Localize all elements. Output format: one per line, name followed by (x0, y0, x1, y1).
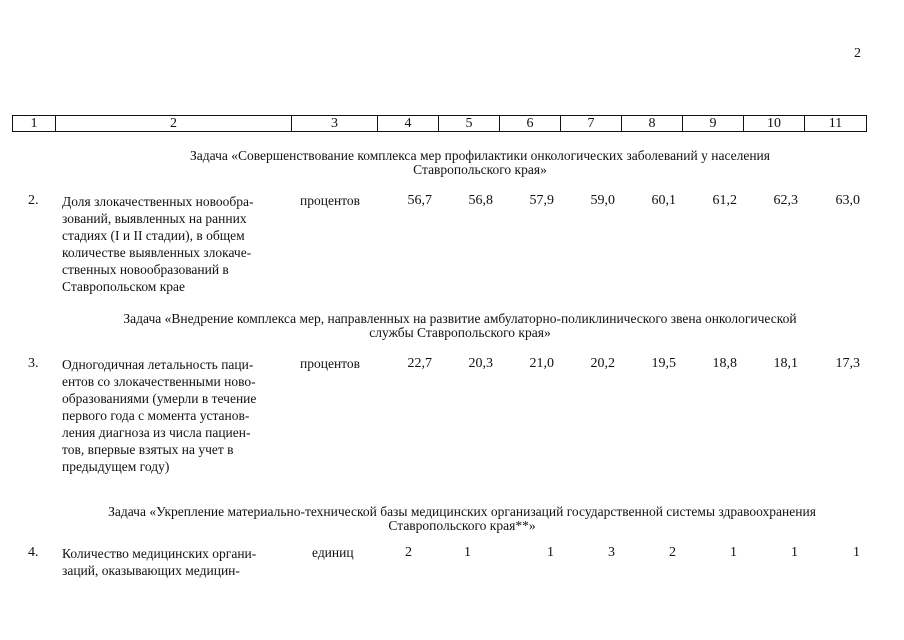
value-cell: 56,7 (407, 193, 432, 208)
value-cell: 17,3 (835, 356, 860, 371)
indicator-label (62, 356, 287, 475)
label-line: Одногодичная летальность паци- (62, 357, 254, 372)
task-heading-line: Задача «Совершенствование комплекса мер профилактики онкологических заболеваний у населения (190, 148, 770, 163)
header-cell: 4 (378, 116, 439, 132)
value-cell: 61,2 (712, 193, 737, 208)
label-line: количестве выявленных злокаче- (62, 245, 252, 260)
value-cell: 60,1 (651, 193, 676, 208)
label-line: заций, оказывающих медицин- (62, 563, 240, 578)
value-cell: 62,3 (773, 193, 798, 208)
value-cell: 1 (791, 545, 798, 560)
label-line: стадиях (I и II стадии), в общем (62, 228, 245, 243)
page-number: 2 (854, 46, 861, 61)
label-line: зований, выявленных на ранних (62, 211, 247, 226)
task-heading (100, 149, 860, 177)
header-cell: 10 (744, 116, 805, 132)
label-line: образованиями (умерли в течение (62, 391, 257, 406)
header-cell: 11 (805, 116, 867, 132)
value-cell: 20,2 (590, 356, 615, 371)
label-line: ентов со злокачественными ново- (62, 374, 256, 389)
value-cell: 57,9 (529, 193, 554, 208)
header-cell: 6 (500, 116, 561, 132)
unit-cell: процентов (300, 193, 361, 208)
value-cell: 3 (608, 545, 615, 560)
header-cell: 9 (683, 116, 744, 132)
label-line: ления диагноза из числа пациен- (62, 425, 251, 440)
row-number: 3. (28, 356, 39, 371)
value-cell: 1 (547, 545, 554, 560)
indicator-label (62, 193, 287, 295)
label-line: первого года с момента установ- (62, 408, 250, 423)
task-heading-line: Задача «Укрепление материально-технической базы медицинских организаций государственной системы здравоохранения (108, 504, 816, 519)
value-cell: 18,1 (773, 356, 798, 371)
row-number: 4. (28, 545, 39, 560)
header-cell: 2 (56, 116, 292, 132)
label-line: Доля злокачественных новообра- (62, 194, 254, 209)
value-cell: 59,0 (590, 193, 615, 208)
row-number: 2. (28, 193, 39, 208)
value-cell: 2 (405, 545, 412, 560)
value-cell: 1 (464, 545, 471, 560)
task-heading (52, 505, 872, 533)
value-cell: 19,5 (651, 356, 676, 371)
header-cell: 5 (439, 116, 500, 132)
task-heading-line: Ставропольского края» (413, 162, 547, 177)
header-cell: 1 (13, 116, 56, 132)
column-number-header (12, 115, 867, 132)
label-line: тов, впервые взятых на учет в (62, 442, 234, 457)
unit-cell: единиц (312, 545, 354, 560)
value-cell: 22,7 (407, 356, 432, 371)
value-cell: 63,0 (835, 193, 860, 208)
unit-cell: процентов (300, 356, 361, 371)
value-cell: 1 (853, 545, 860, 560)
task-heading (70, 312, 850, 340)
header-cell: 8 (622, 116, 683, 132)
value-cell: 20,3 (468, 356, 493, 371)
task-heading-line: Ставропольского края**» (388, 518, 536, 533)
task-heading-line: службы Ставропольского края» (369, 325, 551, 340)
value-cell: 1 (730, 545, 737, 560)
value-cell: 2 (669, 545, 676, 560)
value-cell: 21,0 (529, 356, 554, 371)
label-line: предыдущем году) (62, 459, 170, 474)
header-cell: 7 (561, 116, 622, 132)
header-cell: 3 (292, 116, 378, 132)
label-line: Ставропольском крае (62, 279, 186, 294)
value-cell: 18,8 (712, 356, 737, 371)
indicator-label (62, 545, 287, 579)
value-cell: 56,8 (468, 193, 493, 208)
label-line: ственных новообразований в (62, 262, 229, 277)
task-heading-line: Задача «Внедрение комплекса мер, направленных на развитие амбулаторно-поликлинического звена онкологической (123, 311, 797, 326)
label-line: Количество медицинских органи- (62, 546, 257, 561)
